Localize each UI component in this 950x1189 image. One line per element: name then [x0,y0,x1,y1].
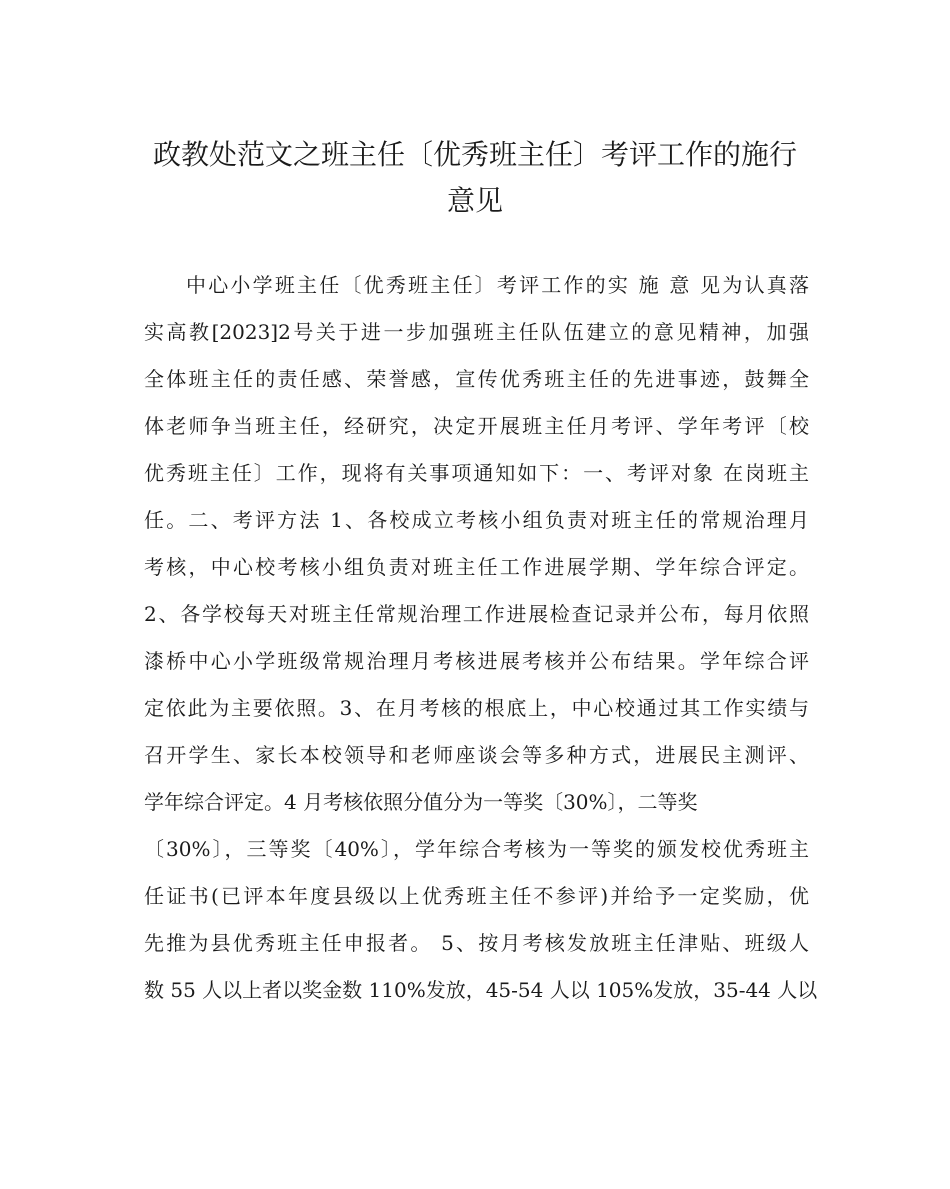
body-line: 数 55 人以上者以奖金数 110%发放，45-54 人以 105%发放，35-44 人以 [144,978,818,1002]
body-line: 召开学生、家长本校领导和老师座谈会等多种方式，进展民主测评、 [144,743,809,767]
body-line: 任证书(已评本年度县级以上优秀班主任不参评)并给予一定奖励，优 [144,884,809,908]
body-line: 全体班主任的责任感、荣誉感，宣传优秀班主任的先进事迹，鼓舞全 [144,367,809,391]
body-line: 定依此为主要依照。3、在月考核的根底上，中心校通过其工作实绩与 [144,696,809,720]
document-title [120,132,830,224]
body-line: 〔30%〕，三等奖〔40%〕，学年综合考核为一等奖的颁发校优秀班主 [144,837,809,861]
body-line: 2、各学校每天对班主任常规治理工作进展检查记录并公布，每月依照 [144,602,809,626]
body-line: 任。二、考评方法 1、各校成立考核小组负责对班主任的常规治理月 [144,508,809,532]
title-line-1: 政教处范文之班主任〔优秀班主任〕考评工作的施行 [152,138,797,171]
body-line: 漆桥中心小学班级常规治理月考核进展考核并公布结果。学年综合评 [144,649,809,673]
body-line: 中心小学班主任〔优秀班主任〕考评工作的实 施 意 见为认真落 [186,273,809,297]
document-body [144,262,818,1014]
title-line-2: 意见 [446,184,503,217]
body-line: 体老师争当班主任，经研究，决定开展班主任月考评、学年考评〔校 [144,414,809,438]
body-line: 学年综合评定。4 月考核依照分值分为一等奖〔30%〕，二等奖 [144,790,698,814]
body-line: 先推为县优秀班主任申报者。 5、按月考核发放班主任津贴、班级人 [144,931,809,955]
body-line: 优秀班主任〕工作，现将有关事项通知如下：一、考评对象 在岗班主 [144,461,809,485]
body-line: 实高教[2023]2号关于进一步加强班主任队伍建立的意见精神，加强 [144,320,809,344]
body-line: 考核，中心校考核小组负责对班主任工作进展学期、学年综合评定。 [144,555,809,579]
